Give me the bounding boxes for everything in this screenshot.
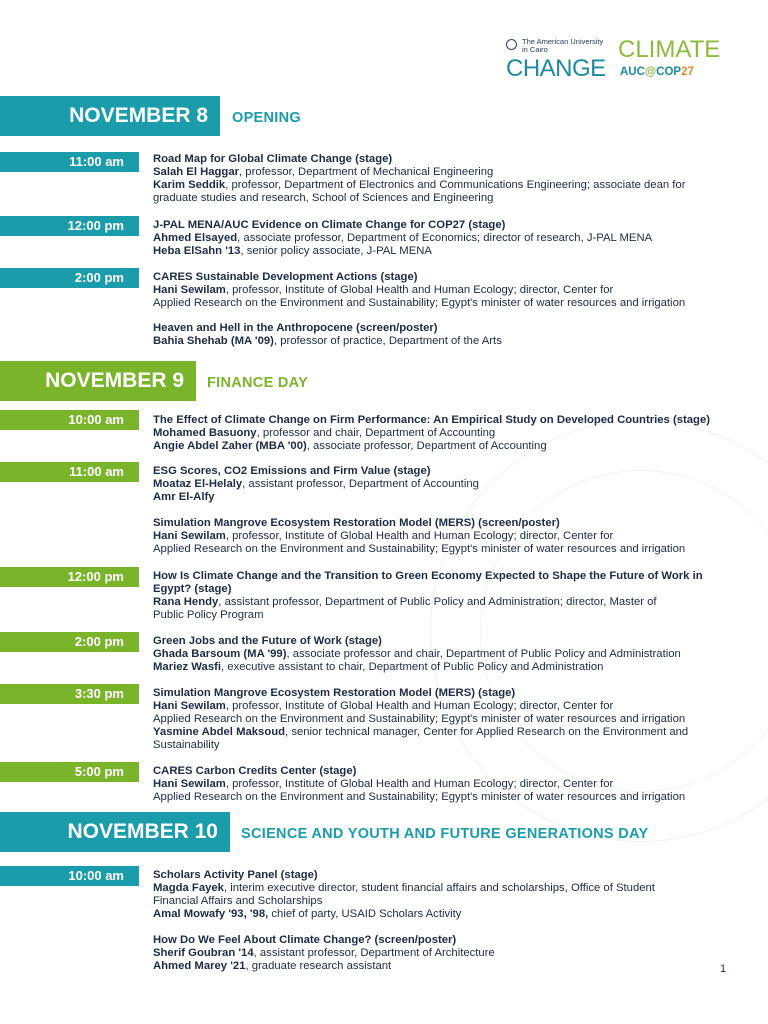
event-speaker-line xyxy=(153,700,613,713)
event-speaker-line xyxy=(153,192,493,205)
event-title xyxy=(153,517,560,530)
event-speaker-line xyxy=(153,791,685,804)
event-speaker-line xyxy=(153,491,215,504)
speaker-name: Amal Mowafy '93, '98, xyxy=(153,907,269,920)
speaker-role: , senior technical manager, Center for Applied Research on the Environment and xyxy=(285,725,689,738)
speaker-role: Applied Research on the Environment and Sustainability; Egypt's minister of water resources and irrigation xyxy=(153,296,686,309)
session-time: 12:00 pm xyxy=(0,567,139,587)
speaker-role: Applied Research on the Environment and Sustainability; Egypt's minister of water resources and irrigation xyxy=(153,542,686,555)
session-time: 2:00 pm xyxy=(0,632,139,652)
speaker-role: , professor, Institute of Global Health and Human Ecology; director, Center for xyxy=(225,529,614,542)
event-title-text: J-PAL MENA/AUC Evidence on Climate Change for COP27 (stage) xyxy=(153,218,506,231)
event-speaker-line xyxy=(153,440,547,453)
event-title xyxy=(153,687,515,700)
event-title xyxy=(153,934,456,947)
logo-university: The American University in Cairo xyxy=(522,37,604,54)
event-title xyxy=(153,219,505,232)
speaker-name: Hani Sewilam xyxy=(153,699,226,712)
day-header-date: NOVEMBER 10 xyxy=(0,812,230,852)
event-title-text: Heaven and Hell in the Anthropocene (screen/poster) xyxy=(153,321,438,334)
event-speaker-line xyxy=(153,778,613,791)
logo-auc: AUC xyxy=(620,66,645,78)
speaker-role: , professor, Institute of Global Health and Human Ecology; director, Center for xyxy=(225,699,614,712)
event-title-text: Road Map for Global Climate Change (stage) xyxy=(153,152,393,165)
event-speaker-line xyxy=(153,232,652,245)
event-speaker-line xyxy=(153,908,461,921)
event-title-text: Green Jobs and the Future of Work (stage) xyxy=(153,634,382,647)
event-title-text: CARES Sustainable Development Actions (stage) xyxy=(153,270,418,283)
speaker-name: Bahia Shehab (MA '09) xyxy=(153,334,274,347)
event-speaker-line xyxy=(153,661,603,674)
event-speaker-line xyxy=(153,739,220,752)
speaker-role: , professor, Institute of Global Health and Human Ecology; director, Center for xyxy=(225,777,614,790)
logo-cop: COP xyxy=(656,66,682,78)
day-header-theme: OPENING xyxy=(232,110,301,126)
speaker-role: Public Policy Program xyxy=(153,608,264,621)
day-header-date: NOVEMBER 8 xyxy=(0,96,220,136)
session-time: 10:00 am xyxy=(0,866,139,886)
event-title-text: Simulation Mangrove Ecosystem Restoration Model (MERS) (screen/poster) xyxy=(153,516,560,529)
speaker-role: , senior policy associate, J-PAL MENA xyxy=(240,244,432,257)
speaker-role: , executive assistant to chair, Department of Public Policy and Administration xyxy=(221,660,604,673)
session-time: 12:00 pm xyxy=(0,216,139,236)
event-title xyxy=(153,414,710,427)
auc-seal-icon xyxy=(506,39,517,50)
event-title xyxy=(153,570,703,583)
speaker-role: , interim executive director, student financial affairs and scholarships, Office of Student xyxy=(223,881,655,894)
event-title-text: ESG Scores, CO2 Emissions and Firm Value (stage) xyxy=(153,464,431,477)
speaker-role: , assistant professor, Department of Accounting xyxy=(242,477,479,490)
event-title xyxy=(153,271,417,284)
day-header-theme: SCIENCE AND YOUTH AND FUTURE GENERATIONS DAY xyxy=(241,826,649,842)
speaker-role: graduate studies and research, School of Sciences and Engineering xyxy=(153,191,494,204)
speaker-role: , associate professor, Department of Accounting xyxy=(306,439,547,452)
speaker-name: Karim Seddik xyxy=(153,178,226,191)
speaker-name: Angie Abdel Zaher (MBA '00) xyxy=(153,439,307,452)
event-title xyxy=(153,765,356,778)
speaker-role: , professor of practice, Department of the Arts xyxy=(273,334,502,347)
speaker-role: Financial Affairs and Scholarships xyxy=(153,894,323,907)
speaker-name: Egypt? (stage) xyxy=(153,582,232,595)
speaker-role: , assistant professor, Department of Architecture xyxy=(253,946,495,959)
event-speaker-line xyxy=(153,960,391,973)
event-speaker-line xyxy=(153,648,681,661)
event-speaker-line xyxy=(153,947,495,960)
session-time: 11:00 am xyxy=(0,462,139,482)
speaker-name: Ahmed Marey '21 xyxy=(153,959,246,972)
event-speaker-line xyxy=(153,882,655,895)
event-title-text: How Do We Feel About Climate Change? (screen/poster) xyxy=(153,933,457,946)
session-time: 2:00 pm xyxy=(0,268,139,288)
logo-num: 27 xyxy=(681,66,694,78)
speaker-name: Mohamed Basuony xyxy=(153,426,257,439)
speaker-name: Amr El-Alfy xyxy=(153,490,215,503)
speaker-name: Ahmed Elsayed xyxy=(153,231,238,244)
day-header-theme: FINANCE DAY xyxy=(207,375,309,391)
event-title-text: CARES Carbon Credits Center (stage) xyxy=(153,764,357,777)
speaker-role: , professor, Department of Electronics and Communications Engineering; associate dean for xyxy=(225,178,686,191)
speaker-name: Yasmine Abdel Maksoud xyxy=(153,725,286,738)
day-header-date: NOVEMBER 9 xyxy=(0,361,196,401)
event-speaker-line xyxy=(153,245,432,258)
speaker-name: Hani Sewilam xyxy=(153,529,226,542)
event-speaker-line xyxy=(153,427,495,440)
logo-climate: CLIMATE xyxy=(618,36,721,63)
event-title xyxy=(153,322,438,335)
event-title-text: Simulation Mangrove Ecosystem Restoration Model (MERS) (stage) xyxy=(153,686,516,699)
speaker-role: chief of party, USAID Scholars Activity xyxy=(268,907,462,920)
event-title-text: The Effect of Climate Change on Firm Performance: An Empirical Study on Developed Countries (stage) xyxy=(153,413,710,426)
session-time: 5:00 pm xyxy=(0,762,139,782)
logo-change: CHANGE xyxy=(506,55,606,82)
speaker-role: , associate professor and chair, Department of Public Policy and Administration xyxy=(286,647,681,660)
session-time: 10:00 am xyxy=(0,410,139,430)
session-time: 3:30 pm xyxy=(0,684,139,704)
speaker-name: Hani Sewilam xyxy=(153,777,226,790)
speaker-name: Hani Sewilam xyxy=(153,283,226,296)
event-title-text: How Is Climate Change and the Transition to Green Economy Expected to Shape the Future of Work in xyxy=(153,569,703,582)
speaker-name: Rana Hendy xyxy=(153,595,219,608)
event-speaker-line xyxy=(153,297,685,310)
event-title xyxy=(153,635,382,648)
speaker-role: Applied Research on the Environment and Sustainability; Egypt's minister of water resources and irrigation xyxy=(153,790,686,803)
speaker-name: Salah El Haggar xyxy=(153,165,240,178)
speaker-role: Applied Research on the Environment and Sustainability; Egypt's minister of water resources and irrigation xyxy=(153,712,686,725)
event-speaker-line xyxy=(153,583,231,596)
session-time: 11:00 am xyxy=(0,152,139,172)
event-speaker-line xyxy=(153,179,685,192)
event-title xyxy=(153,465,431,478)
speaker-role: Sustainability xyxy=(153,738,220,751)
speaker-name: Mariez Wasfi xyxy=(153,660,222,673)
speaker-name: Magda Fayek xyxy=(153,881,224,894)
speaker-role: , graduate research assistant xyxy=(245,959,392,972)
speaker-role: , associate professor, Department of Economics; director of research, J-PAL MENA xyxy=(237,231,653,244)
event-title xyxy=(153,869,318,882)
event-speaker-line xyxy=(153,284,613,297)
speaker-name: Ghada Barsoum (MA '99) xyxy=(153,647,287,660)
event-speaker-line xyxy=(153,166,493,179)
speaker-role: , professor, Department of Mechanical Engineering xyxy=(239,165,494,178)
page-number: 1 xyxy=(720,963,727,975)
logo-at: @ xyxy=(644,66,657,78)
speaker-role: , assistant professor, Department of Public Policy and Administration; director, Master of xyxy=(218,595,657,608)
speaker-name: Sherif Goubran '14 xyxy=(153,946,254,959)
speaker-name: Moataz El-Helaly xyxy=(153,477,243,490)
event-speaker-line xyxy=(153,713,685,726)
event-speaker-line xyxy=(153,895,322,908)
event-title xyxy=(153,153,392,166)
event-speaker-line xyxy=(153,530,613,543)
event-title-text: Scholars Activity Panel (stage) xyxy=(153,868,318,881)
event-speaker-line xyxy=(153,543,685,556)
speaker-role: , professor and chair, Department of Accounting xyxy=(256,426,496,439)
event-speaker-line xyxy=(153,609,264,622)
speaker-name: Heba ElSahn '13 xyxy=(153,244,241,257)
event-speaker-line xyxy=(153,478,479,491)
event-speaker-line xyxy=(153,335,502,348)
speaker-role: , professor, Institute of Global Health and Human Ecology; director, Center for xyxy=(225,283,614,296)
event-speaker-line xyxy=(153,726,688,739)
auc-climate-change-logo xyxy=(506,38,746,86)
logo-auc-cop27 xyxy=(620,66,694,79)
event-speaker-line xyxy=(153,596,657,609)
